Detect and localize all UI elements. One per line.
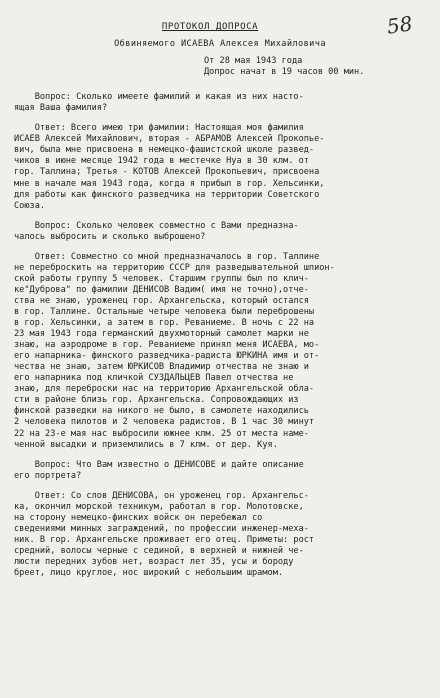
document-subject: Обвиняемого ИСАЕВА Алексея Михайловича (114, 39, 326, 50)
text-line: Вопрос: Что Вам известно о ДЕНИСОВЕ и дайте описание (14, 459, 304, 470)
interrogation-body (14, 92, 426, 579)
text-line: 2 человека пилотов и 2 человека радистов. В 1 час 30 минут (14, 417, 315, 428)
text-line: Ответ: Со слов ДЕНИСОВА, он уроженец гор. Архангельс- (14, 490, 309, 501)
text-line: Союза. (14, 200, 46, 211)
text-line: для работы как финского разведчика на территории Советского (14, 189, 320, 200)
interrogation-date: От 28 мая 1943 года (204, 56, 303, 67)
text-line: ке"Дуброва" по фамилии ДЕНИСОВ Вадим( имя не точно),отче- (14, 284, 309, 295)
text-line: чества не знаю, затем ЮРКИСОВ Владимир отчества не знаю и (14, 362, 309, 373)
question-block (14, 221, 426, 243)
text-line: 22 на 23-е мая нас выбросили южнее клм. 25 от места наме- (14, 428, 309, 439)
text-line: Ответ: Совместно со мной предназначалось в гор. Таллине (14, 251, 320, 262)
text-line: не переброскить на территорию СССР для разведывательной шпион- (14, 262, 335, 273)
text-line: ства не знаю, уроженец гор. Архангельска, который остался (14, 295, 309, 306)
text-line: чиков в июне месяце 1942 года в местечке Нуа в 30 клм. от (14, 156, 309, 167)
text-line: Вопрос: Сколько имеете фамилий и какая из них насто- (14, 92, 304, 103)
text-line: мне в начале мая 1943 года, когда я прибыл в гор. Хельсинки, (14, 178, 325, 189)
text-line: сти в районе близь гор. Архангельска. Сопровождающих из (14, 395, 299, 406)
text-line: его напарника- финского разведчика-радиста ЮРКИНА имя и от- (14, 351, 320, 362)
text-line: вич, была мне присвоена в немецко-фашистской школе развед- (14, 145, 315, 156)
text-line: люсти передних зубов нет, возраст лет 35, усы и бороду (14, 556, 294, 567)
text-line: сведениями минных заграждений, по профессии инженер-меха- (14, 523, 309, 534)
text-line: в гор. Таллине. Остальные четыре человека были переброшены (14, 306, 315, 317)
answer-block (14, 123, 426, 211)
answer-block (14, 252, 426, 451)
text-line: знаю, для переброски нас на территорию Архангельской обла- (14, 384, 315, 395)
answer-block (14, 491, 426, 579)
text-line: Вопрос: Сколько человек совместно с Вами предназна- (14, 220, 299, 231)
question-block (14, 460, 426, 482)
interrogation-start-time: Допрос начат в 19 часов 00 мин. (204, 67, 365, 78)
text-line: его портрета? (14, 470, 82, 481)
text-line: чалось выбросить и сколько выброшено? (14, 231, 206, 242)
text-line: ящая Ваша фамилия? (14, 103, 108, 114)
text-line: средний, волосы черные с сединой, в верхней и нижней че- (14, 545, 304, 556)
handwritten-page-number: 58 (384, 11, 414, 39)
text-line: ской работы группу 5 человек. Старшим группы был по клич- (14, 273, 309, 284)
text-line: Ответ: Всего имею три фамилии: Настоящая моя фамилия (14, 123, 304, 134)
text-line: ник. В гор. Архангельске проживает его отец. Приметы: рост (14, 534, 315, 545)
text-line: на сторону немецко-финских войск он перебежал со (14, 512, 263, 523)
text-line: 23 мая 1943 года германский двухмоторный самолет марки не (14, 329, 309, 340)
text-line: гор. Таллина; Третья - КОТОВ Алексей Прокопьевич, присвоена (14, 167, 320, 178)
document-title: ПРОТОКОЛ ДОПРОСА (161, 22, 259, 32)
question-block (14, 92, 426, 114)
text-line: ка, окончил морской техникум, работал в гор. Молотовске, (14, 501, 304, 512)
text-line: в гор. Хельсинки, а затем в гор. Реваниеме. В ночь с 22 на (14, 318, 315, 329)
text-line: знаю, на аэродроме в гор. Реваниеме принял меня ИСАЕВА, мо- (14, 340, 320, 351)
text-line: бреет, лицо круглое, нос широкий с небольшим шрамом. (14, 568, 284, 579)
text-line: его напарника под кличкой СУЗДАЛЬЦЕВ Павел отчества не (14, 373, 294, 384)
text-line: ченной высадки и приземлились в 7 клм. от дер. Куя. (14, 439, 278, 450)
text-line: ИСАЕВ Алексей Михайлович, вторая - АБРАМОВ Алексей Прокопье- (14, 134, 325, 145)
text-line: финской разведки на никого не было, в самолете находились (14, 406, 309, 417)
